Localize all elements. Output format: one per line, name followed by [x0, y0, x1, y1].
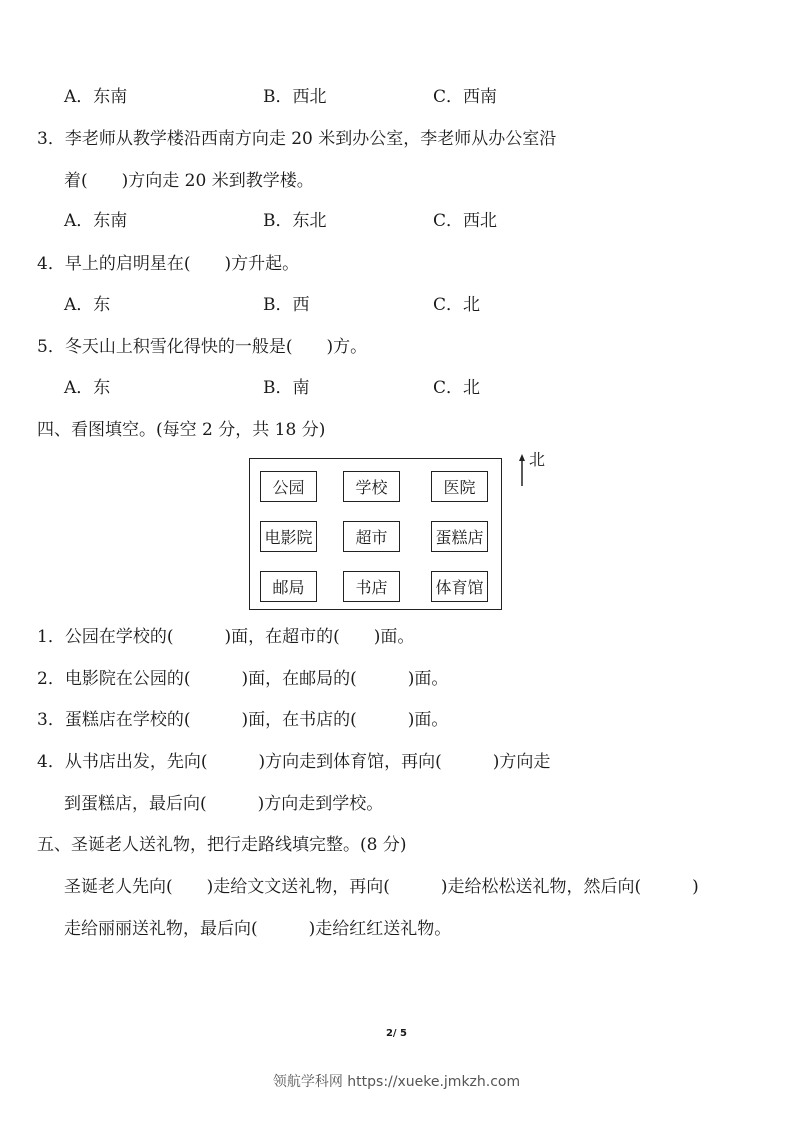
q3-text-line2: 着( )方向走 20 米到教学楼。 — [64, 171, 314, 191]
direction-map — [249, 458, 502, 610]
map-cell-supermarket: 超市 — [343, 521, 400, 552]
q3-option-a: A．东南 — [64, 211, 128, 231]
footer-site-link[interactable]: 领航学科网 https://xueke.jmkzh.com — [272, 1074, 521, 1090]
map-cell-cinema: 电影院 — [260, 521, 317, 552]
north-label: 北 — [529, 450, 546, 469]
q3-option-b: B．东北 — [263, 211, 327, 231]
map-cell-school: 学校 — [343, 471, 400, 502]
q2-option-b: B．西北 — [263, 87, 327, 107]
s5-text-line2: 走给丽丽送礼物，最后向( )走给红红送礼物。 — [64, 919, 452, 939]
q4-option-b: B．西 — [263, 295, 310, 315]
page-number: 2/ 5 — [385, 1028, 408, 1039]
q4-option-a: A．东 — [64, 295, 111, 315]
map-cell-park: 公园 — [260, 471, 317, 502]
q3-option-c: C．西北 — [433, 211, 498, 231]
q4-text: 4．早上的启明星在( )方升起。 — [37, 254, 300, 274]
q2-option-a: A．东南 — [64, 87, 128, 107]
q3-text-line1: 3．李老师从教学楼沿西南方向走 20 米到办公室，李老师从办公室沿 — [37, 129, 557, 149]
section5-title: 五、圣诞老人送礼物，把行走路线填完整。(8 分) — [37, 835, 407, 855]
s5-text-line1: 圣诞老人先向( )走给文文送礼物，再向( )走给松松送礼物，然后向( ) — [64, 877, 699, 897]
q5-option-a: A．东 — [64, 378, 111, 398]
map-cell-gym: 体育馆 — [431, 571, 488, 602]
map-cell-post-office: 邮局 — [260, 571, 317, 602]
map-cell-bakery: 蛋糕店 — [431, 521, 488, 552]
q2-option-c: C．西南 — [433, 87, 498, 107]
s4-q4-text-line1: 4．从书店出发，先向( )方向走到体育馆，再向( )方向走 — [37, 752, 551, 772]
s4-q3-text: 3．蛋糕店在学校的( )面，在书店的( )面。 — [37, 710, 449, 730]
q5-option-b: B．南 — [263, 378, 310, 398]
map-cell-bookstore: 书店 — [343, 571, 400, 602]
q5-option-c: C．北 — [433, 378, 481, 398]
q5-text: 5．冬天山上积雪化得快的一般是( )方。 — [37, 337, 368, 357]
s4-q4-text-line2: 到蛋糕店，最后向( )方向走到学校。 — [64, 794, 384, 814]
section4-title: 四、看图填空。(每空 2 分，共 18 分) — [37, 420, 326, 440]
s4-q2-text: 2．电影院在公园的( )面，在邮局的( )面。 — [37, 669, 449, 689]
s4-q1-text: 1．公园在学校的( )面，在超市的( )面。 — [37, 627, 415, 647]
q4-option-c: C．北 — [433, 295, 481, 315]
map-cell-hospital: 医院 — [431, 471, 488, 502]
